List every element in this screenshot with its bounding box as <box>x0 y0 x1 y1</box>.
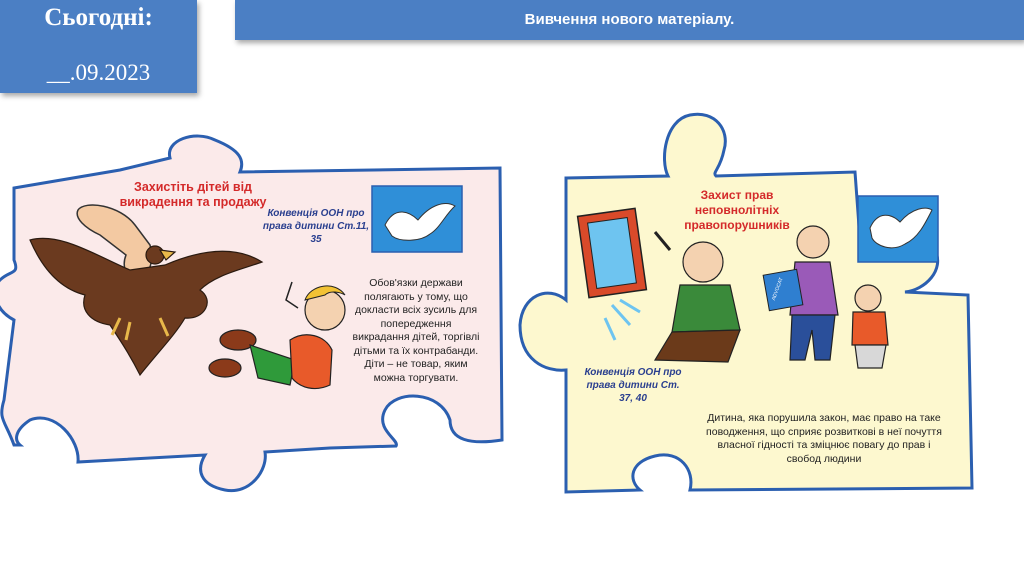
date-value: __.09.2023 <box>46 60 151 85</box>
left-convention: Конвенція ООН про права дитини Ст.11, 35 <box>262 208 370 245</box>
left-body-text: Обов'язки держави полягають у тому, що докласти всіх зусиль для попередження викрадання дітей, торгівлі дітьми та їх контрабанди. Діти – не товар, яким можна торгувати. <box>352 277 480 384</box>
right-body-text: Дитина, яка порушила закон, має право на таке поводження, що сприяє розвиткові в неї почуття власної гідності та зміцнює повагу до прав і свобод людини <box>706 412 942 465</box>
book-label: ADVOCAT <box>770 276 785 302</box>
right-heading: Захист прав неповнолітніх правопорушників <box>684 188 790 232</box>
dove-box-right <box>858 196 938 262</box>
right-convention: Конвенція ООН про права дитини Ст. 37, 40 <box>584 367 682 404</box>
dove-box-left <box>372 186 462 252</box>
slide-title: Вивчення нового матеріалу. <box>524 11 735 28</box>
date-label: Сьогодні: <box>44 4 153 31</box>
left-heading: Захистіть дітей від викрадення та продажу <box>119 180 267 209</box>
